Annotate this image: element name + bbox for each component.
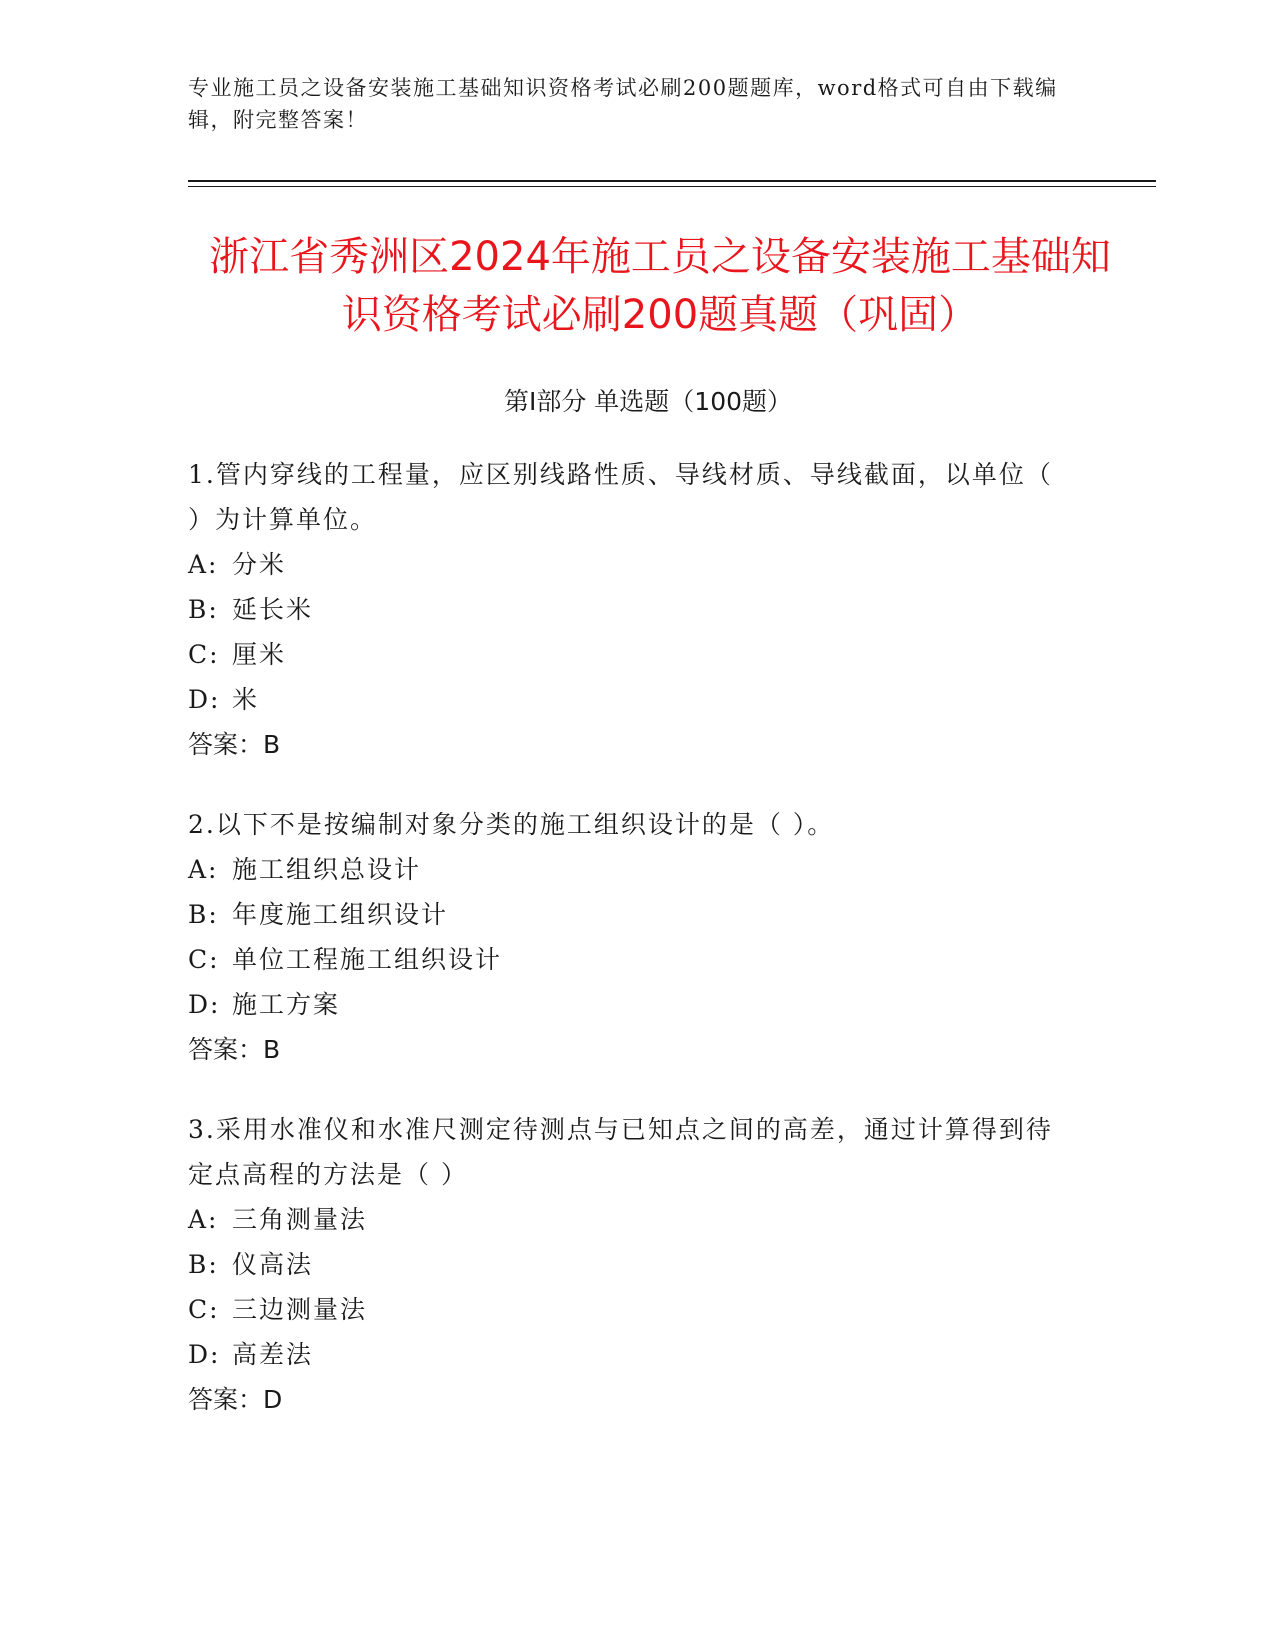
option-key: C: bbox=[188, 640, 220, 669]
option-key: D: bbox=[188, 685, 221, 714]
option-text: 米 bbox=[232, 685, 260, 714]
option-d bbox=[188, 982, 1068, 1027]
header-note: 专业施工员之设备安装施工基础知识资格考试必刷200题题库，word格式可自由下载编辑，附完整答案！ bbox=[188, 76, 1058, 132]
option-text: 三角测量法 bbox=[232, 1205, 368, 1234]
option-b bbox=[188, 892, 1068, 937]
option-key: D: bbox=[188, 1340, 221, 1369]
section-title: 第Ⅰ部分 单选题（100题） bbox=[503, 387, 793, 416]
option-text: 仪高法 bbox=[232, 1250, 314, 1279]
option-d bbox=[188, 1332, 1068, 1377]
question-stem: 3.采用水准仪和水准尺测定待测点与已知点之间的高差，通过计算得到待定点高程的方法是（ ） bbox=[188, 1115, 1053, 1189]
question-2 bbox=[188, 802, 1068, 1072]
option-text: 三边测量法 bbox=[232, 1295, 368, 1324]
option-key: B: bbox=[188, 1250, 219, 1279]
header-divider-thin bbox=[188, 186, 1156, 187]
question-stem: 1.管内穿线的工程量，应区别线路性质、导线材质、导线截面，以单位（ ）为计算单位。 bbox=[188, 460, 1053, 534]
option-a bbox=[188, 542, 1068, 587]
option-key: A: bbox=[188, 550, 219, 579]
option-text: 分米 bbox=[232, 550, 287, 579]
option-text: 施工组织总设计 bbox=[232, 855, 422, 884]
option-text: 厘米 bbox=[232, 640, 287, 669]
option-b bbox=[188, 1242, 1068, 1287]
option-text: 年度施工组织设计 bbox=[232, 900, 449, 929]
option-key: B: bbox=[188, 900, 219, 929]
answer-line: 答案：B bbox=[188, 1035, 281, 1064]
option-b bbox=[188, 587, 1068, 632]
option-c bbox=[188, 632, 1068, 677]
option-key: A: bbox=[188, 1205, 219, 1234]
answer-line: 答案：D bbox=[188, 1385, 283, 1414]
option-key: D: bbox=[188, 990, 221, 1019]
option-text: 延长米 bbox=[232, 595, 314, 624]
question-stem: 2.以下不是按编制对象分类的施工组织设计的是（ ）。 bbox=[188, 810, 835, 839]
option-key: C: bbox=[188, 945, 220, 974]
option-a bbox=[188, 847, 1068, 892]
option-key: A: bbox=[188, 855, 219, 884]
option-c bbox=[188, 937, 1068, 982]
option-key: C: bbox=[188, 1295, 220, 1324]
question-1 bbox=[188, 452, 1068, 767]
option-text: 高差法 bbox=[232, 1340, 314, 1369]
question-3 bbox=[188, 1107, 1068, 1422]
document-title: 浙江省秀洲区2024年施工员之设备安装施工基础知识资格考试必刷200题真题（巩固） bbox=[209, 234, 1111, 338]
option-a bbox=[188, 1197, 1068, 1242]
answer-line: 答案：B bbox=[188, 730, 281, 759]
option-text: 施工方案 bbox=[232, 990, 341, 1019]
option-text: 单位工程施工组织设计 bbox=[232, 945, 503, 974]
option-key: B: bbox=[188, 595, 219, 624]
option-d bbox=[188, 677, 1068, 722]
header-divider-thick bbox=[188, 180, 1156, 182]
option-c bbox=[188, 1287, 1068, 1332]
